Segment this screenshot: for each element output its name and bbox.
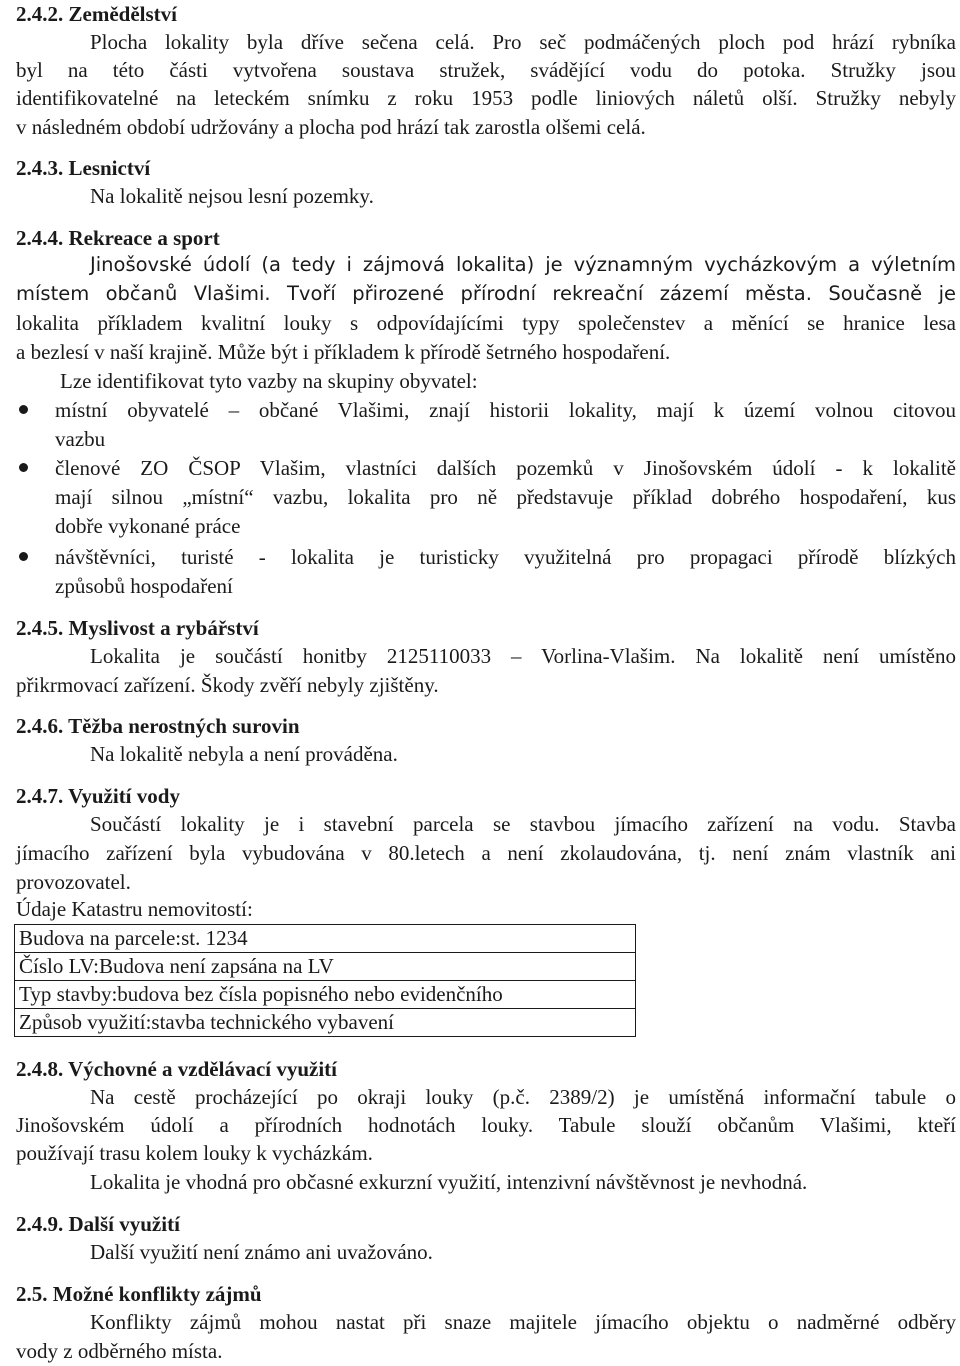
paragraph-line: a bezlesí v naší krajině. Může být i příkladem k přírodě šetrného hospodaření. — [16, 340, 671, 364]
heading-vychovne: 2.4.8. Výchovné a vzdělávací využití — [16, 1057, 338, 1081]
paragraph-line: Jinošovském údolí a přírodních hodnotách louky. Tabule slouží občanům Vlašimi, kteří — [16, 1113, 956, 1137]
paragraph-line: Lze identifikovat tyto vazby na skupiny obyvatel: — [60, 369, 478, 393]
heading-myslivost: 2.4.5. Myslivost a rybářství — [16, 616, 259, 640]
paragraph-line: Plocha lokality byla dříve sečena celá. Pro seč podmáčených ploch pod hrází rybníka — [90, 30, 956, 54]
paragraph-line: Jinošovské údolí (a tedy i zájmová lokalita) je významným vycházkovým a výletním — [90, 253, 956, 276]
paragraph-line: používají trasu kolem louky k vycházkám. — [16, 1141, 373, 1165]
paragraph-line: Na lokalitě nejsou lesní pozemky. — [90, 184, 374, 208]
paragraph-line: přikrmovací zařízení. Škody zvěří nebyly zjištěny. — [16, 673, 439, 697]
paragraph-line: Na cestě procházející po okraji louky (p.č. 2389/2) je umístěná informační tabule o — [90, 1085, 956, 1109]
list-item: místní obyvatelé – občané Vlašimi, znají historii lokality, mají k území volnou citovou — [55, 398, 956, 422]
heading-dalsi-vyuziti: 2.4.9. Další využití — [16, 1212, 180, 1236]
table-row — [15, 925, 636, 953]
paragraph-line: Lokalita je součástí honitby 2125110033 – Vorlina-Vlašim. Na lokalitě není umístěno — [90, 644, 956, 668]
paragraph-line: Lokalita je vhodná pro občasné exkurzní využití, intenzivní návštěvnost je nevhodná. — [90, 1170, 808, 1194]
table-caption: Údaje Katastru nemovitostí: — [16, 897, 253, 921]
table-cell: Číslo LV:Budova není zapsána na LV — [15, 953, 636, 981]
table-row — [15, 981, 636, 1009]
table-row — [15, 953, 636, 981]
list-item-continuation: vazbu — [55, 427, 106, 451]
bullet-icon — [19, 463, 28, 472]
bullet-icon — [19, 552, 28, 561]
heading-lesnictvi: 2.4.3. Lesnictví — [16, 156, 151, 180]
table-cell: Způsob využití:stavba technického vybavení — [15, 1009, 636, 1037]
paragraph-line: provozovatel. — [16, 870, 131, 894]
paragraph-line: jímacího zařízení byla vybudována v 80.letech a není zkolaudována, tj. není znám vlastník ani — [16, 841, 956, 865]
paragraph-line: Na lokalitě nebyla a není prováděna. — [90, 742, 398, 766]
list-item: členové ZO ČSOP Vlašim, vlastníci dalších pozemků v Jinošovském údolí - k lokalitě — [55, 456, 956, 480]
heading-zemedelstvi: 2.4.2. Zemědělství — [16, 2, 177, 26]
table-row — [15, 1009, 636, 1037]
paragraph-line: vody z odběrného místa. — [16, 1339, 223, 1363]
table-cell: Typ stavby:budova bez čísla popisného nebo evidenčního — [15, 981, 636, 1009]
paragraph-line: Konflikty zájmů mohou nastat při snaze majitele jímacího objektu o nadměrné odběry — [90, 1310, 956, 1334]
list-item-continuation: způsobů hospodaření — [55, 574, 233, 598]
bullet-icon — [19, 405, 28, 414]
table-cell: Budova na parcele:st. 1234 — [15, 925, 636, 953]
paragraph-line: Další využití není známo ani uvažováno. — [90, 1240, 433, 1264]
list-item: návštěvníci, turisté - lokalita je turisticky využitelná pro propagaci přírodě blízkých — [55, 545, 956, 569]
heading-tezba: 2.4.6. Těžba nerostných surovin — [16, 714, 300, 738]
list-item-continuation: dobře vykonané práce — [55, 514, 241, 538]
heading-konflikty: 2.5. Možné konflikty zájmů — [16, 1282, 262, 1306]
paragraph-line: v následném období udržovány a plocha pod hrází tak zarostla olšemi celá. — [16, 115, 646, 139]
paragraph-line: byl na této části vytvořena soustava stružek, svádějící vodu do potoka. Stružky jsou — [16, 58, 956, 82]
list-item-continuation: mají silnou „místní“ vazbu, lokalita pro ně představuje příklad dobrého hospodaření, kus — [55, 485, 956, 509]
cadastre-table — [14, 924, 636, 1037]
heading-vyuziti-vody: 2.4.7. Využití vody — [16, 784, 180, 808]
paragraph-line: identifikovatelné na leteckém snímku z roku 1953 podle liniových náletů olší. Stružky nebyly — [16, 86, 956, 110]
heading-rekreace-sport: 2.4.4. Rekreace a sport — [16, 226, 220, 250]
paragraph-line: místem občanů Vlašimi. Tvoří přirozené přírodní rekreační zázemí města. Současně je — [16, 282, 956, 305]
paragraph-line: lokalita příkladem kvalitní louky s odpovídajícími typy společenstev a měnící se hranice lesa — [16, 311, 956, 335]
paragraph-line: Součástí lokality je i stavební parcela se stavbou jímacího zařízení na vodu. Stavba — [90, 812, 956, 836]
